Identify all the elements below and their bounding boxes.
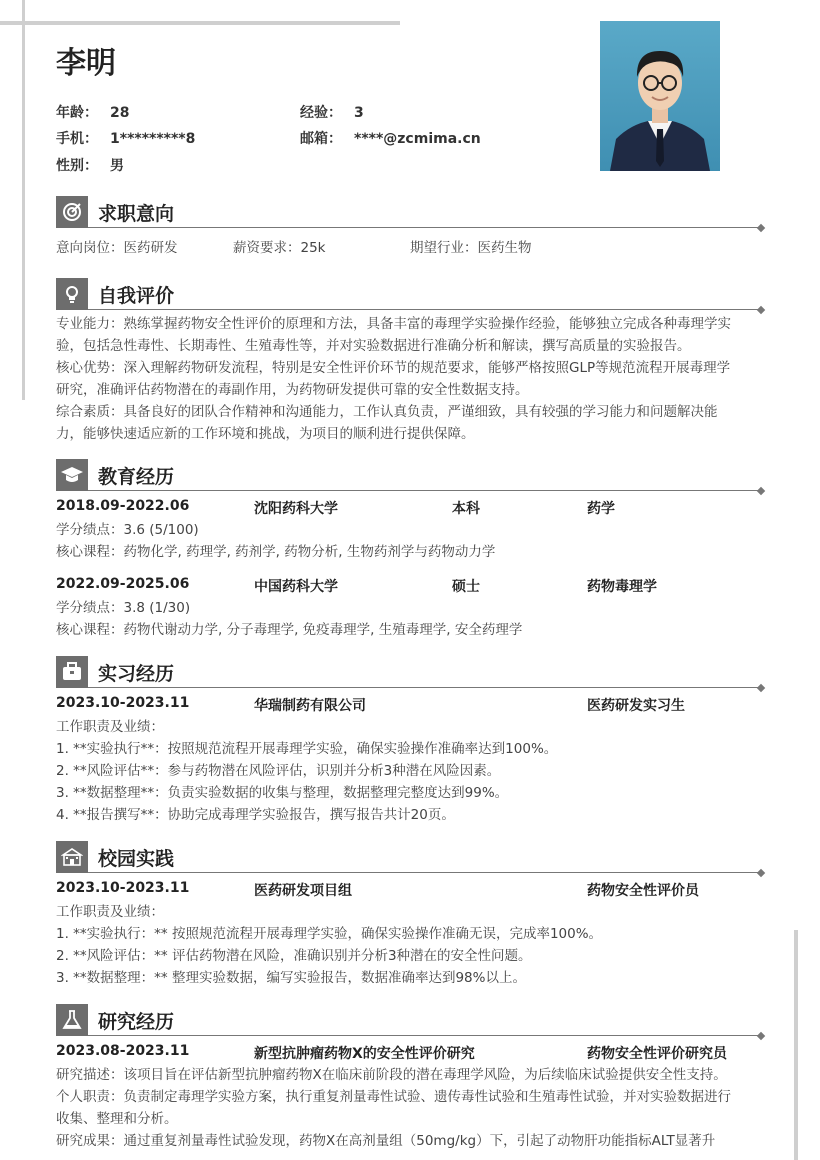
section-header-education <box>56 459 764 491</box>
edu-degree: 硕士 <box>452 579 480 595</box>
edu-school: 中国药科大学 <box>254 579 338 595</box>
intern-line: 2. **风险评估**：参与药物潜在风险评估，识别并分析3种潜在风险因素。 <box>56 763 501 779</box>
section-divider <box>88 490 760 491</box>
section-title: 自我评价 <box>98 285 175 307</box>
email-field: 邮箱： ****@zcmima.cn <box>300 131 481 147</box>
decorative-right-bar <box>794 930 798 1160</box>
research-line: 研究成果：通过重复剂量毒性试验发现，药物X在高剂量组（50mg/kg）下，引起了动物肝功能指标ALT显著升 <box>56 1133 716 1149</box>
campus-org: 医药研发项目组 <box>254 883 352 899</box>
research-date: 2023.08-2023.11 <box>56 1043 190 1059</box>
divider-diamond <box>757 869 765 877</box>
profile-photo <box>600 21 720 171</box>
experience-field: 经验： 3 <box>300 105 364 121</box>
research-project: 新型抗肿瘤药物X的安全性评价研究 <box>254 1046 475 1062</box>
self-eval-line: 力，能够快速适应新的工作环境和挑战，为项目的顺利进行提供保障。 <box>56 426 475 442</box>
self-eval-line: 验，包括急性毒性、长期毒性、生殖毒性等，并对实验数据进行准确分析和解读，撰写高质量的实验报告。 <box>56 338 691 354</box>
edu-gpa: 学分绩点：3.6 (5/100) <box>56 522 199 538</box>
intent-salary: 薪资要求：25k <box>233 240 326 256</box>
intern-line: 4. **报告撰写**：协助完成毒理学实验报告，撰写报告共计20页。 <box>56 807 455 823</box>
phone-field: 手机： 1*********8 <box>56 131 196 147</box>
section-divider <box>88 687 760 688</box>
section-header-self-evaluation <box>56 278 764 310</box>
divider-diamond <box>757 684 765 692</box>
flask-icon <box>56 1004 88 1036</box>
edu-date: 2022.09-2025.06 <box>56 576 190 592</box>
campus-role: 药物安全性评价员 <box>587 883 699 899</box>
section-divider <box>88 309 760 310</box>
divider-diamond <box>757 224 765 232</box>
section-title: 研究经历 <box>98 1011 175 1033</box>
gender-field: 性别： 男 <box>56 158 124 174</box>
edu-major: 药学 <box>587 501 615 517</box>
divider-diamond <box>757 487 765 495</box>
intern-company: 华瑞制药有限公司 <box>254 698 366 714</box>
intern-line: 3. **数据整理**：负责实验数据的收集与整理，数据整理完整度达到99%。 <box>56 785 509 801</box>
edu-degree: 本科 <box>452 501 480 517</box>
campus-line: 1. **实验执行：** 按照规范流程开展毒理学实验，确保实验操作准确无误，完成率100%。 <box>56 926 603 942</box>
research-line: 收集、整理和分析。 <box>56 1111 178 1127</box>
intern-line: 1. **实验执行**：按照规范流程开展毒理学实验，确保实验操作准确率达到100%。 <box>56 741 558 757</box>
section-header-job-intent <box>56 196 764 228</box>
self-eval-line: 核心优势：深入理解药物研发流程，特别是安全性评价环节的规范要求，能够严格按照GLP等规范流程开展毒理学 <box>56 360 731 376</box>
graduation-cap-icon <box>56 459 88 491</box>
section-divider <box>88 872 760 873</box>
target-icon <box>56 196 88 228</box>
section-title: 校园实践 <box>98 848 175 870</box>
section-divider <box>88 1035 760 1036</box>
intern-role: 医药研发实习生 <box>587 698 685 714</box>
campus-line: 工作职责及业绩： <box>56 904 164 920</box>
decorative-top-bar <box>0 21 400 25</box>
divider-diamond <box>757 1032 765 1040</box>
section-header-campus <box>56 841 764 873</box>
candidate-name: 李明 <box>56 46 116 81</box>
self-eval-line: 综合素质：具备良好的团队合作精神和沟通能力，工作认真负责，严谨细致，具有较强的学习能力和问题解决能 <box>56 404 718 420</box>
section-title: 教育经历 <box>98 466 175 488</box>
edu-courses: 核心课程：药物代谢动力学, 分子毒理学, 免疫毒理学, 生殖毒理学, 安全药理学 <box>56 622 523 638</box>
section-divider <box>88 227 760 228</box>
edu-courses: 核心课程：药物化学, 药理学, 药剂学, 药物分析, 生物药剂学与药物动力学 <box>56 544 496 560</box>
section-title: 求职意向 <box>98 203 175 225</box>
campus-date: 2023.10-2023.11 <box>56 880 190 896</box>
edu-major: 药物毒理学 <box>587 579 657 595</box>
edu-school: 沈阳药科大学 <box>254 501 338 517</box>
intent-industry: 期望行业：医药生物 <box>410 240 532 256</box>
briefcase-icon <box>56 656 88 688</box>
intent-position: 意向岗位：医药研发 <box>56 240 178 256</box>
research-role: 药物安全性评价研究员 <box>587 1046 727 1062</box>
research-line: 研究描述：该项目旨在评估新型抗肿瘤药物X在临床前阶段的潜在毒理学风险，为后续临床试验提供安全性支持。 <box>56 1067 727 1083</box>
edu-date: 2018.09-2022.06 <box>56 498 190 514</box>
age-field: 年龄： 28 <box>56 105 130 121</box>
intern-date: 2023.10-2023.11 <box>56 695 190 711</box>
campus-line: 2. **风险评估：** 评估药物潜在风险，准确识别并分析3种潜在的安全性问题。 <box>56 948 532 964</box>
section-title: 实习经历 <box>98 663 175 685</box>
campus-line: 3. **数据整理：** 整理实验数据，编写实验报告，数据准确率达到98%以上。 <box>56 970 526 986</box>
section-header-internship <box>56 656 764 688</box>
research-line: 个人职责：负责制定毒理学实验方案，执行重复剂量毒性试验、遗传毒性试验和生殖毒性试验，并对实验数据进行 <box>56 1089 731 1105</box>
section-header-research <box>56 1004 764 1036</box>
decorative-left-bar <box>22 0 25 400</box>
edu-gpa: 学分绩点：3.8 (1/30) <box>56 600 191 616</box>
intern-line: 工作职责及业绩： <box>56 719 164 735</box>
school-icon <box>56 841 88 873</box>
lightbulb-icon <box>56 278 88 310</box>
self-eval-line: 专业能力：熟练掌握药物安全性评价的原理和方法，具备丰富的毒理学实验操作经验，能够独立完成各种毒理学实 <box>56 316 731 332</box>
self-eval-line: 研究，准确评估药物潜在的毒副作用，为药物研发提供可靠的安全性数据支持。 <box>56 382 529 398</box>
